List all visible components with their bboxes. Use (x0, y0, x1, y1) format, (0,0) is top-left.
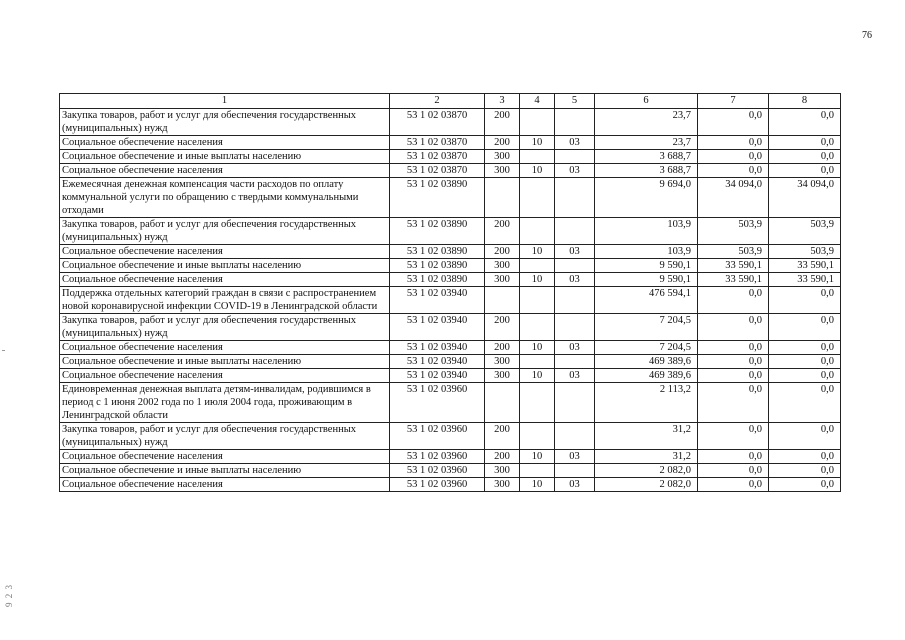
row-name-cell: Закупка товаров, работ и услуг для обеспечения государственных (муниципальных) нужд (60, 423, 390, 450)
row-section-cell (520, 423, 555, 450)
row-name-cell: Социальное обеспечение населения (60, 273, 390, 287)
table-row (60, 109, 841, 136)
row-section-cell: 10 (520, 450, 555, 464)
row-section-cell (520, 314, 555, 341)
table-row (60, 355, 841, 369)
row-name-cell: Социальное обеспечение и иные выплаты населению (60, 259, 390, 273)
row-amount-cell: 2 082,0 (595, 464, 698, 478)
row-amount-cell: 0,0 (769, 369, 841, 383)
row-expense-type-cell: 200 (485, 423, 520, 450)
row-name-cell: Единовременная денежная выплата детям-инвалидам, родившимся в период с 1 июня 2002 года по 1 июля 2004 года, проживающим в Ленинградской области (60, 383, 390, 423)
row-name-cell: Социальное обеспечение населения (60, 136, 390, 150)
row-code-cell: 53 1 02 03940 (390, 314, 485, 341)
column-header: 7 (698, 94, 769, 109)
row-amount-cell: 3 688,7 (595, 164, 698, 178)
row-subsection-cell (555, 287, 595, 314)
row-code-cell: 53 1 02 03890 (390, 245, 485, 259)
row-amount-cell: 33 590,1 (769, 259, 841, 273)
column-header: 4 (520, 94, 555, 109)
row-subsection-cell: 03 (555, 450, 595, 464)
row-expense-type-cell (485, 178, 520, 218)
table-row (60, 450, 841, 464)
column-header: 8 (769, 94, 841, 109)
row-amount-cell: 7 204,5 (595, 314, 698, 341)
row-amount-cell: 503,9 (698, 245, 769, 259)
margin-stamp: 9 2 3 (4, 584, 14, 607)
row-amount-cell: 9 590,1 (595, 273, 698, 287)
column-header: 3 (485, 94, 520, 109)
row-code-cell: 53 1 02 03890 (390, 178, 485, 218)
row-subsection-cell (555, 355, 595, 369)
table-row (60, 464, 841, 478)
row-amount-cell: 9 694,0 (595, 178, 698, 218)
row-amount-cell: 0,0 (769, 164, 841, 178)
table-row (60, 287, 841, 314)
row-expense-type-cell: 300 (485, 164, 520, 178)
row-subsection-cell (555, 423, 595, 450)
row-amount-cell: 33 590,1 (769, 273, 841, 287)
row-section-cell: 10 (520, 136, 555, 150)
row-section-cell (520, 464, 555, 478)
row-amount-cell: 0,0 (698, 355, 769, 369)
row-amount-cell: 23,7 (595, 136, 698, 150)
row-code-cell: 53 1 02 03960 (390, 423, 485, 450)
row-amount-cell: 0,0 (698, 369, 769, 383)
row-amount-cell: 3 688,7 (595, 150, 698, 164)
row-amount-cell: 33 590,1 (698, 273, 769, 287)
row-amount-cell: 0,0 (769, 355, 841, 369)
row-name-cell: Социальное обеспечение населения (60, 450, 390, 464)
row-subsection-cell: 03 (555, 164, 595, 178)
row-subsection-cell (555, 178, 595, 218)
row-name-cell: Социальное обеспечение населения (60, 341, 390, 355)
row-code-cell: 53 1 02 03940 (390, 369, 485, 383)
row-section-cell (520, 178, 555, 218)
table-body (60, 109, 841, 492)
column-header: 6 (595, 94, 698, 109)
row-expense-type-cell: 200 (485, 450, 520, 464)
row-name-cell: Социальное обеспечение и иные выплаты населению (60, 150, 390, 164)
row-section-cell: 10 (520, 478, 555, 492)
row-name-cell: Социальное обеспечение населения (60, 369, 390, 383)
table-row (60, 164, 841, 178)
column-header: 5 (555, 94, 595, 109)
row-expense-type-cell: 300 (485, 273, 520, 287)
row-expense-type-cell: 300 (485, 355, 520, 369)
edge-mark (2, 350, 5, 351)
row-amount-cell: 31,2 (595, 450, 698, 464)
row-amount-cell: 0,0 (769, 109, 841, 136)
row-expense-type-cell: 300 (485, 150, 520, 164)
row-amount-cell: 0,0 (769, 464, 841, 478)
row-amount-cell: 0,0 (769, 450, 841, 464)
row-expense-type-cell: 200 (485, 218, 520, 245)
row-amount-cell: 0,0 (769, 287, 841, 314)
table-row (60, 136, 841, 150)
row-expense-type-cell: 200 (485, 314, 520, 341)
row-amount-cell: 103,9 (595, 245, 698, 259)
row-code-cell: 53 1 02 03960 (390, 383, 485, 423)
row-subsection-cell (555, 109, 595, 136)
row-subsection-cell: 03 (555, 136, 595, 150)
row-subsection-cell (555, 259, 595, 273)
row-amount-cell: 34 094,0 (769, 178, 841, 218)
row-code-cell: 53 1 02 03940 (390, 355, 485, 369)
table-row (60, 341, 841, 355)
row-name-cell: Социальное обеспечение населения (60, 245, 390, 259)
row-name-cell: Социальное обеспечение населения (60, 164, 390, 178)
row-subsection-cell (555, 464, 595, 478)
table-row (60, 423, 841, 450)
row-subsection-cell: 03 (555, 245, 595, 259)
table-row (60, 150, 841, 164)
row-amount-cell: 476 594,1 (595, 287, 698, 314)
row-amount-cell: 0,0 (698, 450, 769, 464)
row-amount-cell: 2 082,0 (595, 478, 698, 492)
row-amount-cell: 0,0 (698, 109, 769, 136)
row-expense-type-cell (485, 383, 520, 423)
row-code-cell: 53 1 02 03890 (390, 273, 485, 287)
row-section-cell (520, 259, 555, 273)
row-name-cell: Поддержка отдельных категорий граждан в связи с распространением новой коронавирусной инфекции COVID-19 в Ленинградской области (60, 287, 390, 314)
row-section-cell: 10 (520, 369, 555, 383)
row-subsection-cell (555, 218, 595, 245)
row-amount-cell: 0,0 (769, 150, 841, 164)
table-row (60, 478, 841, 492)
row-expense-type-cell: 200 (485, 136, 520, 150)
row-amount-cell: 0,0 (698, 164, 769, 178)
row-subsection-cell: 03 (555, 478, 595, 492)
row-section-cell (520, 109, 555, 136)
row-amount-cell: 0,0 (769, 423, 841, 450)
table-row (60, 314, 841, 341)
table-row (60, 178, 841, 218)
row-expense-type-cell: 200 (485, 109, 520, 136)
row-name-cell: Социальное обеспечение и иные выплаты населению (60, 464, 390, 478)
row-amount-cell: 34 094,0 (698, 178, 769, 218)
budget-table (59, 93, 841, 492)
row-section-cell: 10 (520, 341, 555, 355)
row-code-cell: 53 1 02 03940 (390, 341, 485, 355)
row-section-cell: 10 (520, 245, 555, 259)
row-code-cell: 53 1 02 03960 (390, 464, 485, 478)
row-code-cell: 53 1 02 03870 (390, 109, 485, 136)
page-number: 76 (862, 30, 872, 41)
row-amount-cell: 0,0 (769, 314, 841, 341)
row-code-cell: 53 1 02 03960 (390, 450, 485, 464)
column-header: 2 (390, 94, 485, 109)
row-amount-cell: 9 590,1 (595, 259, 698, 273)
row-amount-cell: 503,9 (769, 218, 841, 245)
column-header: 1 (60, 94, 390, 109)
row-amount-cell: 0,0 (769, 478, 841, 492)
row-amount-cell: 0,0 (698, 478, 769, 492)
row-amount-cell: 469 389,6 (595, 355, 698, 369)
row-code-cell: 53 1 02 03870 (390, 164, 485, 178)
row-expense-type-cell: 200 (485, 245, 520, 259)
row-amount-cell: 31,2 (595, 423, 698, 450)
row-amount-cell: 0,0 (698, 341, 769, 355)
row-amount-cell: 503,9 (769, 245, 841, 259)
row-expense-type-cell (485, 287, 520, 314)
row-code-cell: 53 1 02 03870 (390, 150, 485, 164)
row-section-cell (520, 218, 555, 245)
row-amount-cell: 0,0 (769, 383, 841, 423)
row-code-cell: 53 1 02 03890 (390, 259, 485, 273)
row-section-cell (520, 355, 555, 369)
table-row (60, 245, 841, 259)
table-row (60, 383, 841, 423)
table-row (60, 218, 841, 245)
row-amount-cell: 0,0 (698, 136, 769, 150)
row-amount-cell: 23,7 (595, 109, 698, 136)
row-amount-cell: 7 204,5 (595, 341, 698, 355)
row-name-cell: Социальное обеспечение населения (60, 478, 390, 492)
row-amount-cell: 0,0 (769, 341, 841, 355)
row-name-cell: Закупка товаров, работ и услуг для обеспечения государственных (муниципальных) нужд (60, 218, 390, 245)
row-code-cell: 53 1 02 03960 (390, 478, 485, 492)
row-expense-type-cell: 300 (485, 259, 520, 273)
row-amount-cell: 0,0 (769, 136, 841, 150)
row-amount-cell: 469 389,6 (595, 369, 698, 383)
table-row (60, 273, 841, 287)
row-subsection-cell (555, 314, 595, 341)
row-expense-type-cell: 300 (485, 464, 520, 478)
row-code-cell: 53 1 02 03890 (390, 218, 485, 245)
row-section-cell (520, 150, 555, 164)
row-expense-type-cell: 200 (485, 341, 520, 355)
row-amount-cell: 103,9 (595, 218, 698, 245)
row-amount-cell: 503,9 (698, 218, 769, 245)
row-name-cell: Социальное обеспечение и иные выплаты населению (60, 355, 390, 369)
row-section-cell: 10 (520, 164, 555, 178)
row-name-cell: Закупка товаров, работ и услуг для обеспечения государственных (муниципальных) нужд (60, 314, 390, 341)
row-subsection-cell: 03 (555, 273, 595, 287)
row-section-cell (520, 287, 555, 314)
row-name-cell: Ежемесячная денежная компенсация части расходов по оплату коммунальной услуги по обращению с твердыми коммунальными отходами (60, 178, 390, 218)
table-row (60, 259, 841, 273)
column-number-row (60, 94, 841, 109)
row-subsection-cell (555, 150, 595, 164)
row-amount-cell: 2 113,2 (595, 383, 698, 423)
row-name-cell: Закупка товаров, работ и услуг для обеспечения государственных (муниципальных) нужд (60, 109, 390, 136)
row-subsection-cell (555, 383, 595, 423)
table-row (60, 369, 841, 383)
row-code-cell: 53 1 02 03940 (390, 287, 485, 314)
row-subsection-cell: 03 (555, 369, 595, 383)
row-amount-cell: 0,0 (698, 287, 769, 314)
row-section-cell: 10 (520, 273, 555, 287)
row-amount-cell: 0,0 (698, 464, 769, 478)
row-code-cell: 53 1 02 03870 (390, 136, 485, 150)
row-expense-type-cell: 300 (485, 369, 520, 383)
row-amount-cell: 0,0 (698, 383, 769, 423)
row-subsection-cell: 03 (555, 341, 595, 355)
row-section-cell (520, 383, 555, 423)
row-amount-cell: 0,0 (698, 150, 769, 164)
row-expense-type-cell: 300 (485, 478, 520, 492)
row-amount-cell: 0,0 (698, 423, 769, 450)
row-amount-cell: 33 590,1 (698, 259, 769, 273)
row-amount-cell: 0,0 (698, 314, 769, 341)
